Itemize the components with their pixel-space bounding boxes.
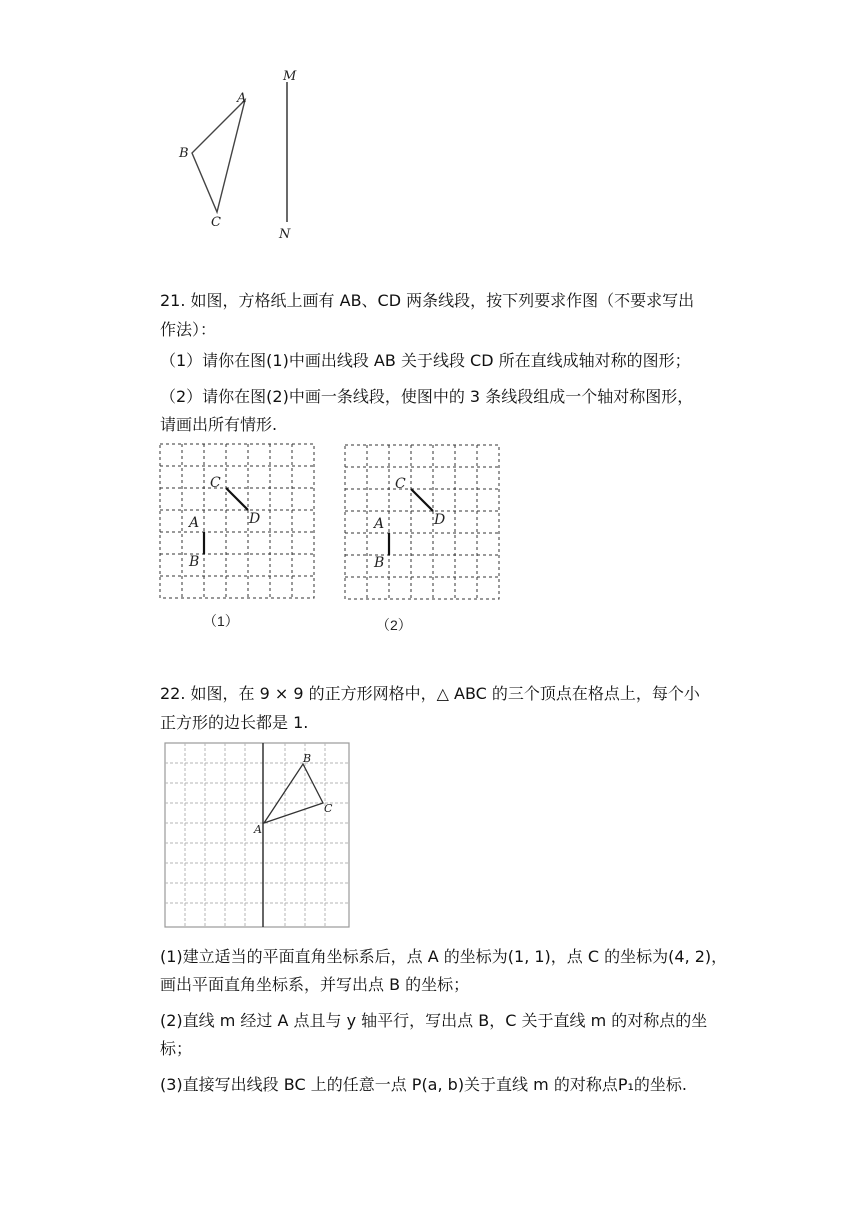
abc-grid-figure xyxy=(164,742,350,928)
label-b: B xyxy=(179,146,189,161)
triangle-abc xyxy=(264,764,323,823)
label-c: C xyxy=(324,802,333,815)
grid-figure-1 xyxy=(158,442,318,602)
label-b: B xyxy=(189,554,200,570)
q22-part2: (2)直线 m 经过 A 点且与 y 轴平行，写出点 B，C 关于直线 m 的对称点的坐 xyxy=(160,1011,708,1030)
q22-part1: (1)建立适当的平面直角坐标系后，点 A 的坐标为(1, 1)，点 C 的坐标为(4, 2)， xyxy=(160,947,728,966)
q22-title-cont: 正方形的边长都是 1. xyxy=(160,713,309,732)
label-a: A xyxy=(189,515,200,531)
label-a: A xyxy=(374,516,385,532)
q22-part2-cont: 标； xyxy=(160,1039,193,1058)
label-b: B xyxy=(303,752,312,765)
caption-figure-1: （1） xyxy=(203,613,239,629)
grid-figure-2 xyxy=(343,443,503,603)
q22-part3: (3)直接写出线段 BC 上的任意一点 P(a, b)关于直线 m 的对称点P₁的坐标. xyxy=(160,1075,687,1094)
label-c: C xyxy=(210,475,221,491)
q21-part2: （2）请你在图(2)中画一条线段，使图中的 3 条线段组成一个轴对称图形， xyxy=(160,387,694,406)
q21-title: 21. 如图，方格纸上画有 AB、CD 两条线段，按下列要求作图（不要求写出 xyxy=(160,291,695,310)
q21-part1: （1）请你在图(1)中画出线段 AB 关于线段 CD 所在直线成轴对称的图形； xyxy=(160,351,691,370)
triangle-mirror-figure xyxy=(170,60,310,250)
label-a: A xyxy=(237,91,247,106)
caption-figure-2: （2） xyxy=(376,617,412,633)
label-d: D xyxy=(434,512,446,528)
label-m: M xyxy=(283,69,297,84)
grid-lines xyxy=(160,444,314,598)
grid-lines xyxy=(345,445,499,599)
triangle-abc xyxy=(192,100,245,212)
q22-part1-cont: 画出平面直角坐标系，并写出点 B 的坐标； xyxy=(160,975,470,994)
q21-title-cont: 作法）： xyxy=(160,320,217,339)
q22-title: 22. 如图，在 9 × 9 的正方形网格中，△ ABC 的三个顶点在格点上，每个小 xyxy=(160,684,700,703)
label-c: C xyxy=(395,476,406,492)
label-d: D xyxy=(249,511,261,527)
label-c: C xyxy=(211,215,221,230)
q21-part2-cont: 请画出所有情形. xyxy=(160,415,278,434)
label-n: N xyxy=(279,227,291,242)
segment-cd xyxy=(226,488,248,510)
segment-cd xyxy=(411,489,433,511)
label-b: B xyxy=(374,555,385,571)
label-a: A xyxy=(254,823,262,836)
